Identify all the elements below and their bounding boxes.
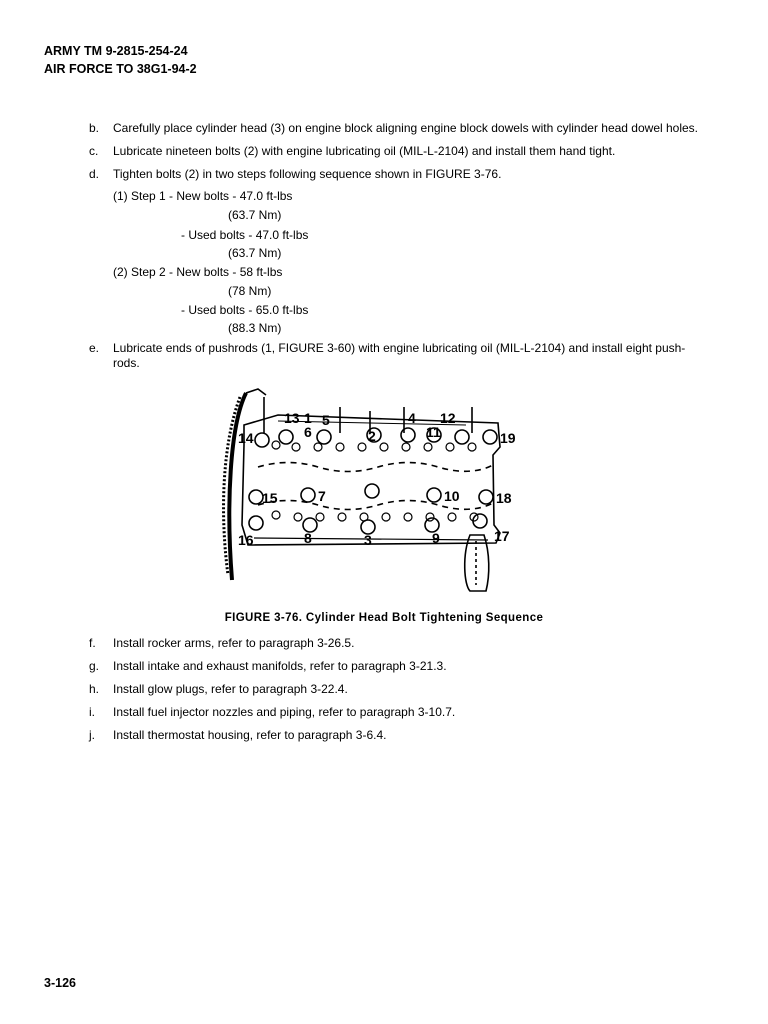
- bolt-number: 19: [500, 430, 516, 446]
- step-text: Install thermostat housing, refer to paragraph 3-6.4.: [113, 728, 387, 742]
- bolt-number: 16: [238, 532, 254, 548]
- step-label: c.: [89, 144, 99, 158]
- bolt-number: 17: [494, 528, 510, 544]
- step-text: Lubricate nineteen bolts (2) with engine lubricating oil (MIL-L-2104) and install them hand tight.: [113, 144, 616, 158]
- torque-step2-new-nm: (78 Nm): [228, 284, 272, 298]
- step-text: Install rocker arms, refer to paragraph 3-26.5.: [113, 636, 355, 650]
- step-label: j.: [89, 728, 95, 742]
- bolt-number: 11: [426, 424, 441, 440]
- step-text: Install glow plugs, refer to paragraph 3-22.4.: [113, 682, 348, 696]
- step-text-line2: rods.: [113, 356, 140, 370]
- torque-step1-used-nm: (63.7 Nm): [228, 246, 282, 260]
- torque-step2-new: (2) Step 2 - New bolts - 58 ft-lbs: [113, 265, 283, 279]
- bolt-number: 5: [322, 412, 330, 428]
- step-text: Install fuel injector nozzles and piping, refer to paragraph 3-10.7.: [113, 705, 456, 719]
- step-label: g.: [89, 659, 100, 673]
- step-label: e.: [89, 341, 100, 355]
- step-label: d.: [89, 167, 100, 181]
- step-text: Tighten bolts (2) in two steps following sequence shown in FIGURE 3-76.: [113, 167, 502, 181]
- torque-step2-used-nm: (88.3 Nm): [228, 321, 282, 335]
- bolt-number: 18: [496, 490, 512, 506]
- torque-step1-used: - Used bolts - 47.0 ft-lbs: [181, 228, 309, 242]
- bolt-number: 12: [440, 410, 456, 426]
- torque-step1-new-nm: (63.7 Nm): [228, 208, 282, 222]
- header-line-airforce: AIR FORCE TO 38G1-94-2: [44, 62, 197, 76]
- figure-caption: FIGURE 3-76. Cylinder Head Bolt Tightening Sequence: [224, 612, 544, 624]
- bolt-number: 10: [444, 488, 460, 504]
- page-number: 3-126: [44, 976, 76, 990]
- step-label: i.: [89, 705, 95, 719]
- bolt-number: 4: [408, 410, 416, 426]
- cylinder-head-diagram: [218, 385, 518, 595]
- step-text-line1: Lubricate ends of pushrods (1, FIGURE 3-60) with engine lubricating oil (MIL-L-2104) and install eight push-: [113, 341, 686, 355]
- bolt-number: 8: [304, 530, 312, 546]
- bolt-number: 15: [262, 490, 278, 506]
- step-label: h.: [89, 682, 100, 696]
- bolt-number: 2: [368, 428, 376, 444]
- torque-step1-new: (1) Step 1 - New bolts - 47.0 ft-lbs: [113, 189, 293, 203]
- step-text: Install intake and exhaust manifolds, refer to paragraph 3-21.3.: [113, 659, 447, 673]
- torque-step2-used: - Used bolts - 65.0 ft-lbs: [181, 303, 309, 317]
- step-label: f.: [89, 636, 96, 650]
- bolt-number: 14: [238, 430, 254, 446]
- bolt-number: 7: [318, 488, 326, 504]
- bolt-number: 3: [364, 532, 372, 548]
- bolt-number: 6: [304, 424, 312, 440]
- bolt-number: 13: [284, 410, 300, 426]
- header-line-army: ARMY TM 9-2815-254-24: [44, 44, 188, 58]
- document-header: [44, 42, 197, 78]
- bolt-number: 1: [304, 410, 312, 426]
- step-text: Carefully place cylinder head (3) on engine block aligning engine block dowels with cylinder head dowel holes.: [113, 121, 699, 135]
- step-label: b.: [89, 121, 100, 135]
- bolt-number: 9: [432, 530, 440, 546]
